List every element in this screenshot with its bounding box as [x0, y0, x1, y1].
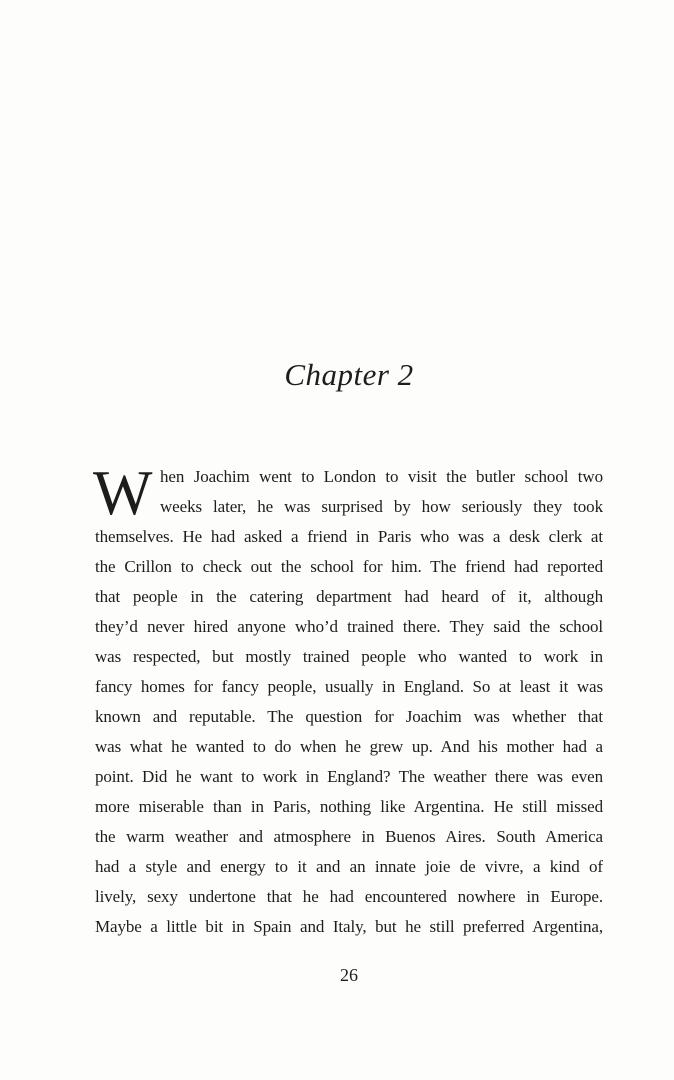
text-line: hen Joachim went to London to visit the butler school two: [160, 467, 603, 486]
text-line: Maybe a little bit in Spain and Italy, but he still preferred Argentina,: [95, 917, 603, 936]
text-line: they’d never hired anyone who’d trained there. They said the school: [95, 617, 603, 636]
page-number: 26: [340, 965, 358, 985]
text-line: the Crillon to check out the school for him. The friend had reported: [95, 557, 603, 576]
text-line: had a style and energy to it and an innate joie de vivre, a kind of: [95, 857, 603, 876]
text-line: more miserable than in Paris, nothing like Argentina. He still missed: [95, 797, 603, 816]
text-line: was what he wanted to do when he grew up. And his mother had a: [95, 737, 603, 756]
drop-cap: W: [93, 458, 153, 528]
text-line: weeks later, he was surprised by how seriously they took: [160, 497, 603, 516]
text-line: point. Did he want to work in England? The weather there was even: [95, 767, 603, 786]
text-line: known and reputable. The question for Joachim was whether that: [95, 707, 603, 726]
text-line: lively, sexy undertone that he had encountered nowhere in Europe.: [95, 887, 603, 906]
text-line: themselves. He had asked a friend in Paris who was a desk clerk at: [95, 527, 603, 546]
text-line: the warm weather and atmosphere in Buenos Aires. South America: [95, 827, 603, 846]
text-line: was respected, but mostly trained people who wanted to work in: [95, 647, 603, 666]
text-line: that people in the catering department had heard of it, although: [95, 587, 603, 606]
text-line: fancy homes for fancy people, usually in England. So at least it was: [95, 677, 603, 696]
chapter-title: Chapter 2: [284, 356, 414, 392]
body-text: [93, 458, 603, 942]
